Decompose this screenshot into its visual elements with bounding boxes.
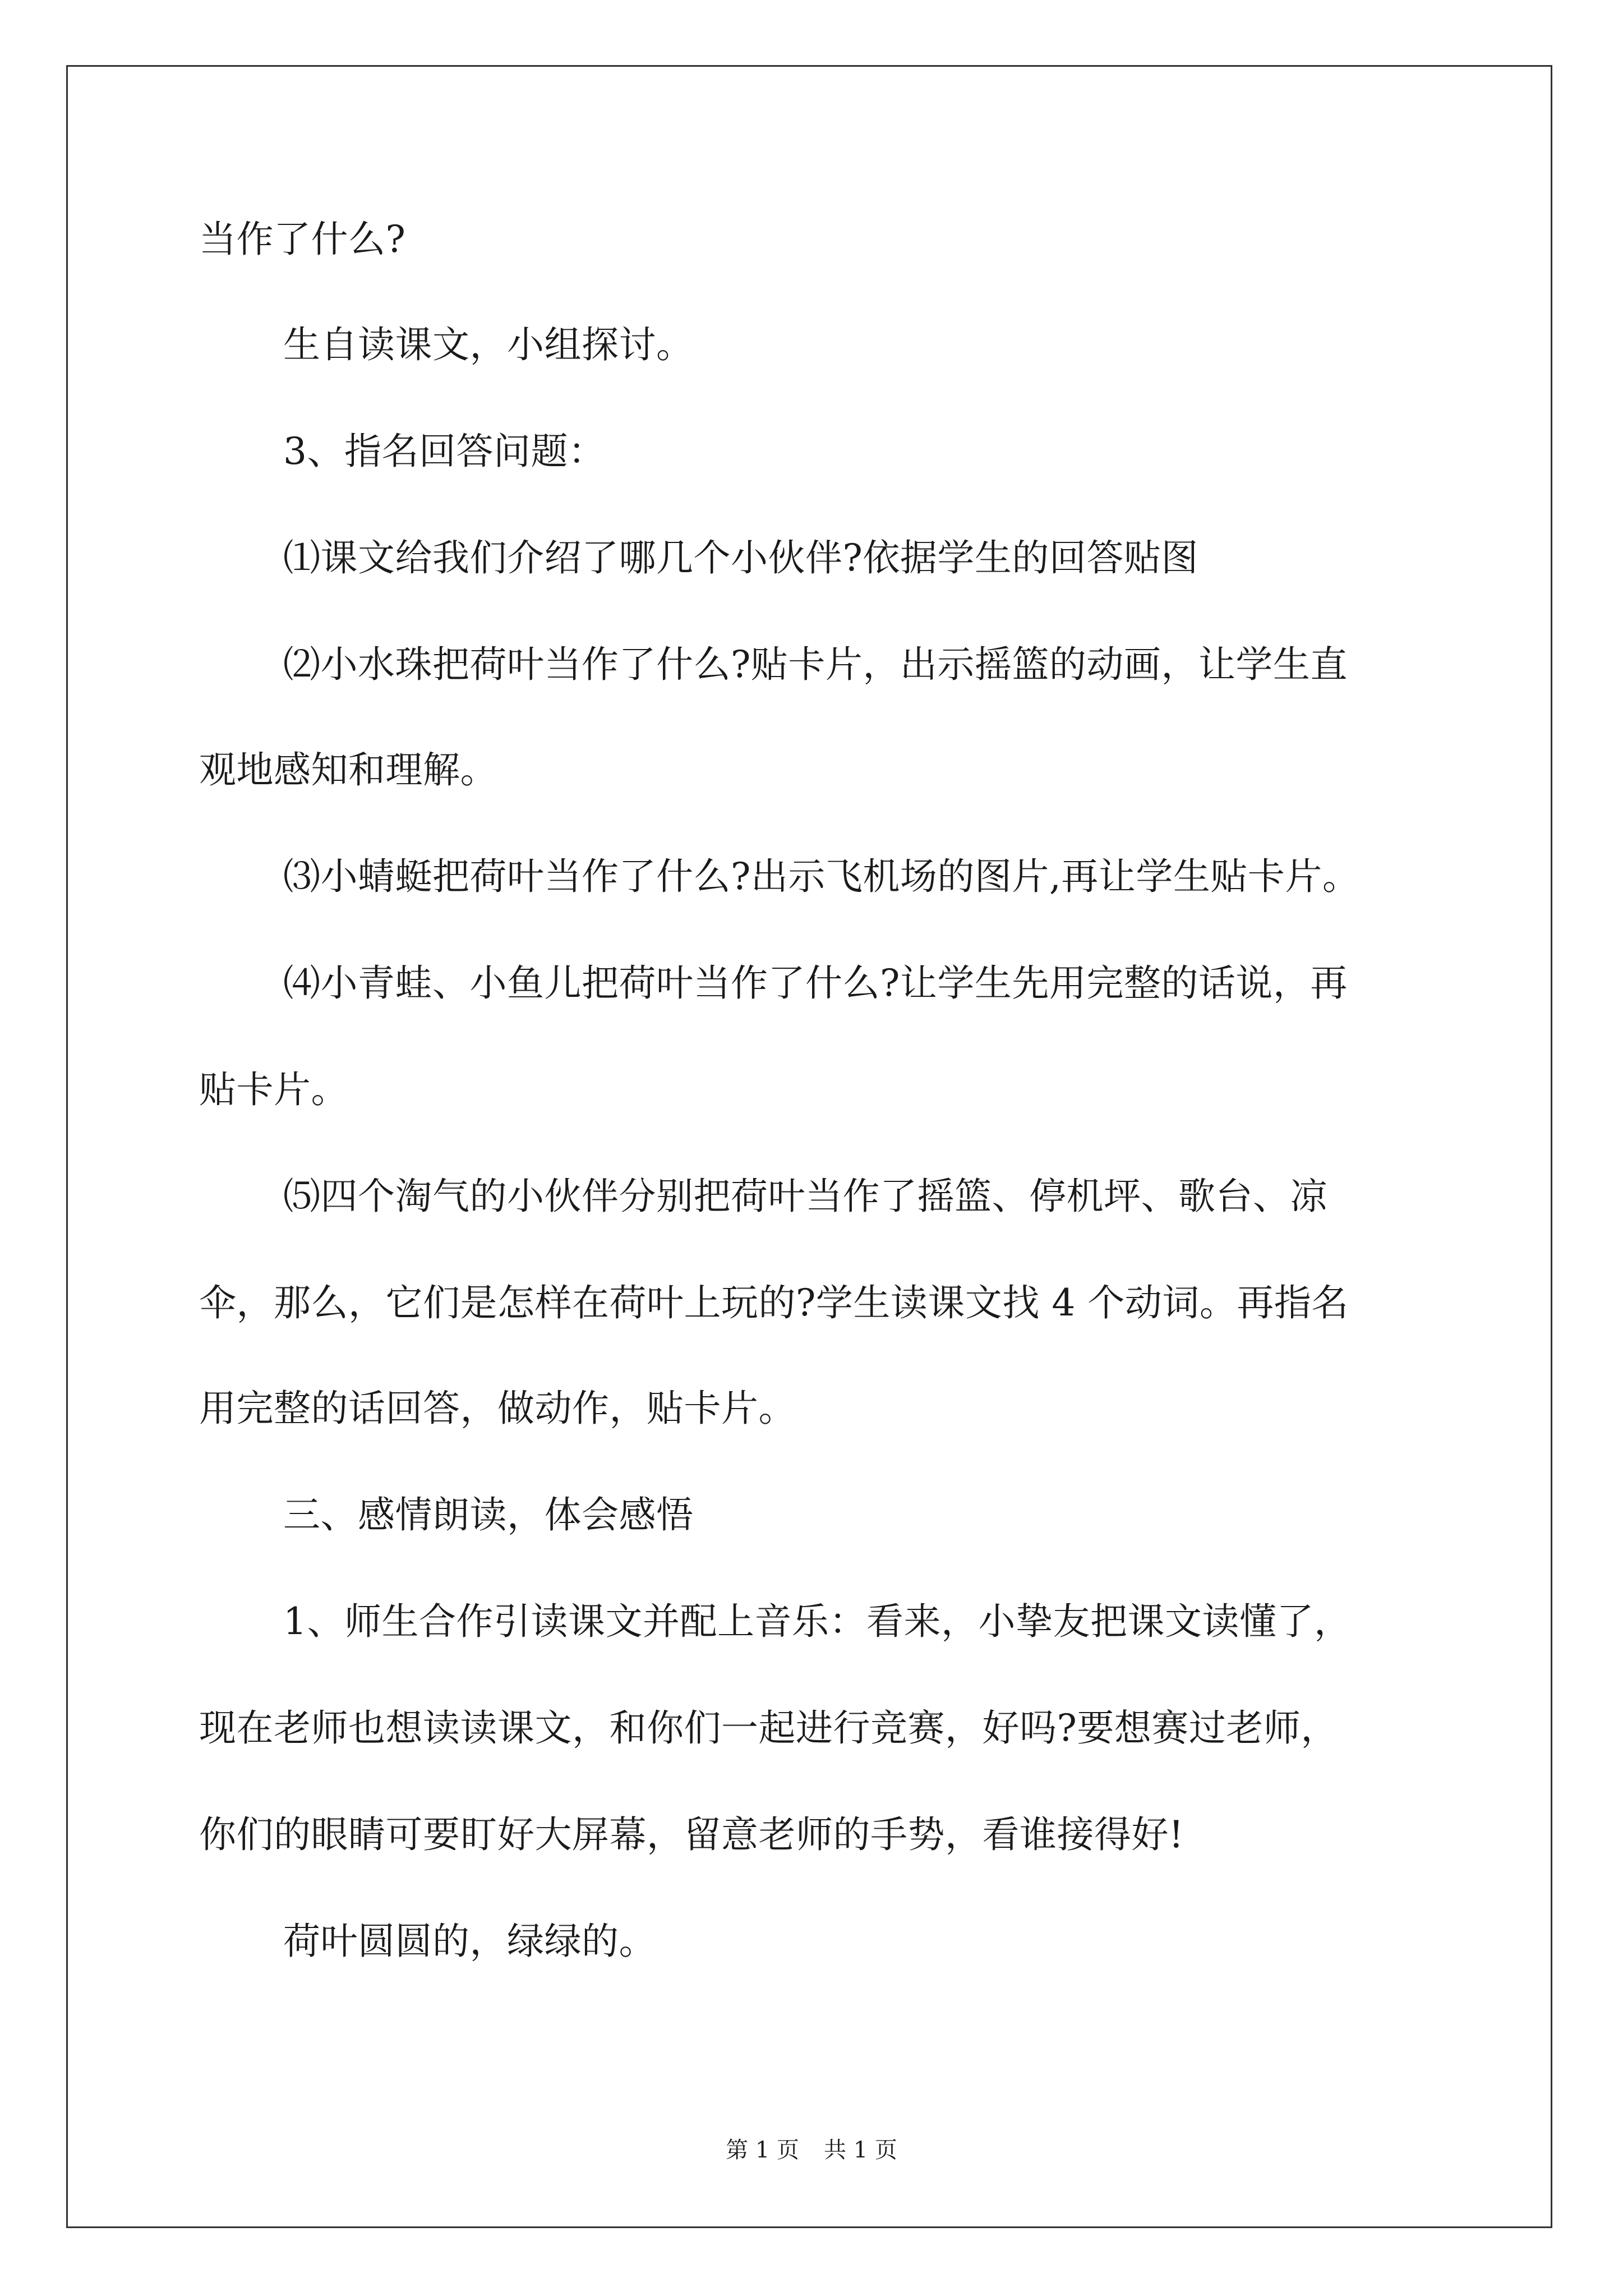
text-line: 贴卡片。 [199,1068,348,1111]
text-line: 生自读课文，小组探讨。 [283,323,694,366]
page-border [66,65,1552,2228]
text-line: ⑴课文给我们介绍了哪几个小伙伴?依据学生的回答贴图 [283,536,1198,579]
text-line: 3、指名回答问题： [283,430,606,473]
text-line: 荷叶圆圆的，绿绿的。 [283,1920,656,1963]
text-line: 用完整的话回答，做动作，贴卡片。 [199,1387,796,1430]
text-line: 现在老师也想读读课文，和你们一起进行竞赛，好吗?要想赛过老师， [199,1706,1338,1750]
text-line: 伞，那么，它们是怎样在荷叶上玩的?学生读课文找 4 个动词。再指名 [199,1281,1349,1324]
page-footer [0,2136,1623,2164]
text-line: ⑷小青蛙、小鱼儿把荷叶当作了什么?让学生先用完整的话说，再 [283,961,1348,1005]
text-line: 观地感知和理解。 [199,748,497,792]
text-line: 你们的眼睛可要盯好大屏幕，留意老师的手势，看谁接得好! [199,1813,1184,1856]
text-line: ⑸四个淘气的小伙伴分别把荷叶当作了摇篮、停机坪、歌台、凉 [283,1175,1327,1218]
text-line: ⑶小蜻蜓把荷叶当作了什么?出示飞机场的图片,再让学生贴卡片。 [283,855,1360,898]
text-line: ⑵小水珠把荷叶当作了什么?贴卡片，出示摇篮的动画，让学生直 [283,643,1348,686]
section-heading: 三、感情朗读，体会感悟 [283,1493,694,1536]
page-total: 共 1 页 [824,2137,897,2163]
text-line: 1、师生合作引读课文并配上音乐：看来，小挚友把课文读懂了， [283,1600,1352,1643]
text-line: 当作了什么? [199,218,406,261]
page-number: 第 1 页 [726,2137,799,2163]
